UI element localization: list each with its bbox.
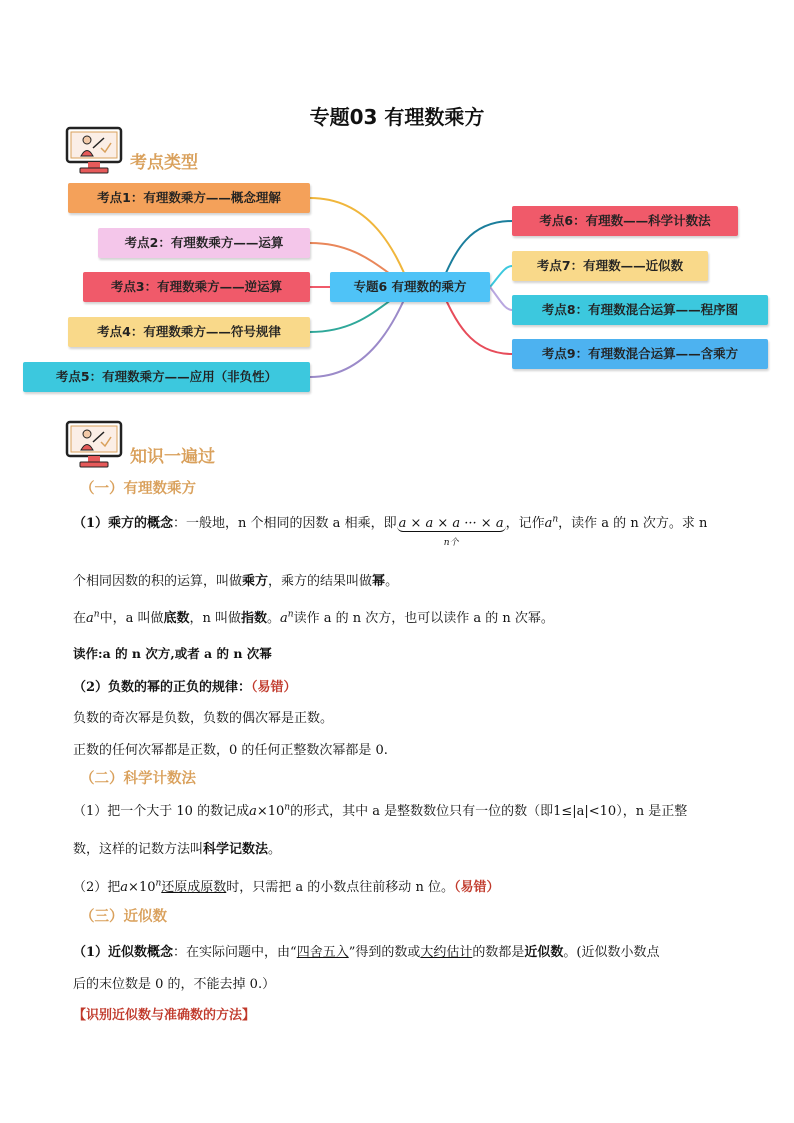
text: 。 [267,611,281,626]
mindmap-center-node: 专题6 有理数的乘方 [330,272,490,302]
mindmap-node-point-4: 考点4：有理数乘方——符号规律 [68,317,310,347]
mindmap-node-point-9: 考点9：有理数混合运算——含乘方 [512,339,768,369]
text: 中，a 叫做 [99,611,164,626]
mindmap-node-point-3: 考点3：有理数乘方——逆运算 [83,272,310,302]
mindmap-node-point-5: 考点5：有理数乘方——应用（非负性） [23,362,310,392]
base-variable: a [249,804,257,819]
text: 数，这样的记数方法叫 [73,842,204,857]
term-exponentiation: 乘方 [242,574,269,589]
error-prone-tag: （易错） [251,680,297,695]
paragraph-exponent-definition [73,570,398,589]
paragraph-approx-zero: 后的末位数是 0 的，不能去掉 0.） [73,977,276,992]
base-variable: a [86,611,94,626]
text: 时，只需把 a 的小数点往前移动 n 位。 [226,880,454,895]
paragraph-restore-number [73,876,499,895]
exponent-variable: n [552,514,559,525]
error-prone-tag: （易错） [453,880,500,895]
exponent-variable: n [284,802,291,813]
paragraph-base-exponent [73,607,554,626]
exponent-variable: n [93,609,100,620]
paragraph-negative-power-rule [73,676,297,695]
section-header-exam-points: 考点类型 [130,153,198,173]
text: ，读作 a 的 n 次方。求 n [558,516,708,531]
section-title-exponent: （一）有理数乘方 [80,481,196,497]
base-variable: a [120,880,129,895]
term-approximate-number: 近似数 [524,945,564,960]
restore-term: 还原成原数 [161,880,227,895]
teacher-board-icon [64,420,124,470]
brace-label: n个 [443,538,459,548]
text: ，n 叫做 [189,611,241,626]
text: 读作 a 的 n 次方，也可以读作 a 的 n 次幂。 [293,611,554,626]
text: 的形式，其中 a 是整数数位只有一位的数（即1≤|a|<10），n 是正整 [290,804,688,819]
expression-text: a × a × a ··· × a [398,516,504,531]
base-variable: a [544,516,553,531]
text: （1）把一个大于 10 的数记成 [73,804,250,819]
times-ten: ×10 [128,880,156,895]
term-base: 底数 [163,611,190,626]
section-title-approximation: （三）近似数 [80,909,167,925]
paragraph-identify-method: 【识别近似数与准确数的方法】 [73,1008,256,1023]
paragraph-positive-powers: 正数的任何次幂都是正数，0 的任何正整数次幂都是 0. [73,743,388,758]
paragraph-negative-powers: 负数的奇次幂是负数，负数的偶次幂是正数。 [73,711,334,726]
page-title: 专题03 有理数乘方 [309,105,485,129]
mindmap-node-point-8: 考点8：有理数混合运算——程序图 [512,295,768,325]
text: ，乘方的结果叫做 [268,574,373,589]
paragraph-scientific-notation-def [73,838,281,857]
section-header-knowledge: 知识一遍过 [130,447,215,467]
text: 的数都是 [472,945,525,960]
mindmap-node-point-7: 考点7：有理数——近似数 [512,251,708,281]
mindmap-node-point-6: 考点6：有理数——科学计数法 [512,206,738,236]
text: 个相同因数的积的运算，叫做 [73,574,243,589]
mindmap-node-point-1: 考点1：有理数乘方——概念理解 [68,183,310,213]
text: ”得到的数或 [348,945,421,960]
text: 。 [385,574,399,589]
text: 。(近似数小数点 [563,945,660,960]
product-expression [397,516,506,548]
text: ：在实际问题中，由“ [173,945,297,960]
rule-label: （2）负数的幂的正负的规律： [73,680,252,695]
text: 。 [268,842,282,857]
text: 在 [73,611,87,626]
term-rounding: 四舍五入 [296,945,349,960]
exponent-variable: n [287,609,294,620]
mindmap-node-point-2: 考点2：有理数乘方——运算 [98,228,310,258]
paragraph-reading: 读作:a 的 n 次方,或者 a 的 n 次幂 [73,646,272,661]
term-scientific-notation: 科学记数法 [203,842,269,857]
label-exponent-concept: （1）乘方的概念 [73,516,174,531]
term-power: 幂 [372,574,386,589]
paragraph-exponent-concept [73,512,708,548]
section-title-scientific-notation: （二）科学计数法 [80,771,196,787]
base-variable: a [280,611,288,626]
text: ：一般地，n 个相同的因数 a 相乘，即 [173,516,397,531]
text: ，记作 [505,516,545,531]
exponent-variable: n [155,878,162,889]
text: （2）把 [73,880,121,895]
paragraph-scientific-notation [73,800,687,819]
paragraph-approx-concept [73,941,660,960]
times-ten: ×10 [256,804,285,819]
label-approx-concept: （1）近似数概念 [73,945,174,960]
term-exponent: 指数 [241,611,268,626]
term-estimate: 大约估计 [420,945,473,960]
